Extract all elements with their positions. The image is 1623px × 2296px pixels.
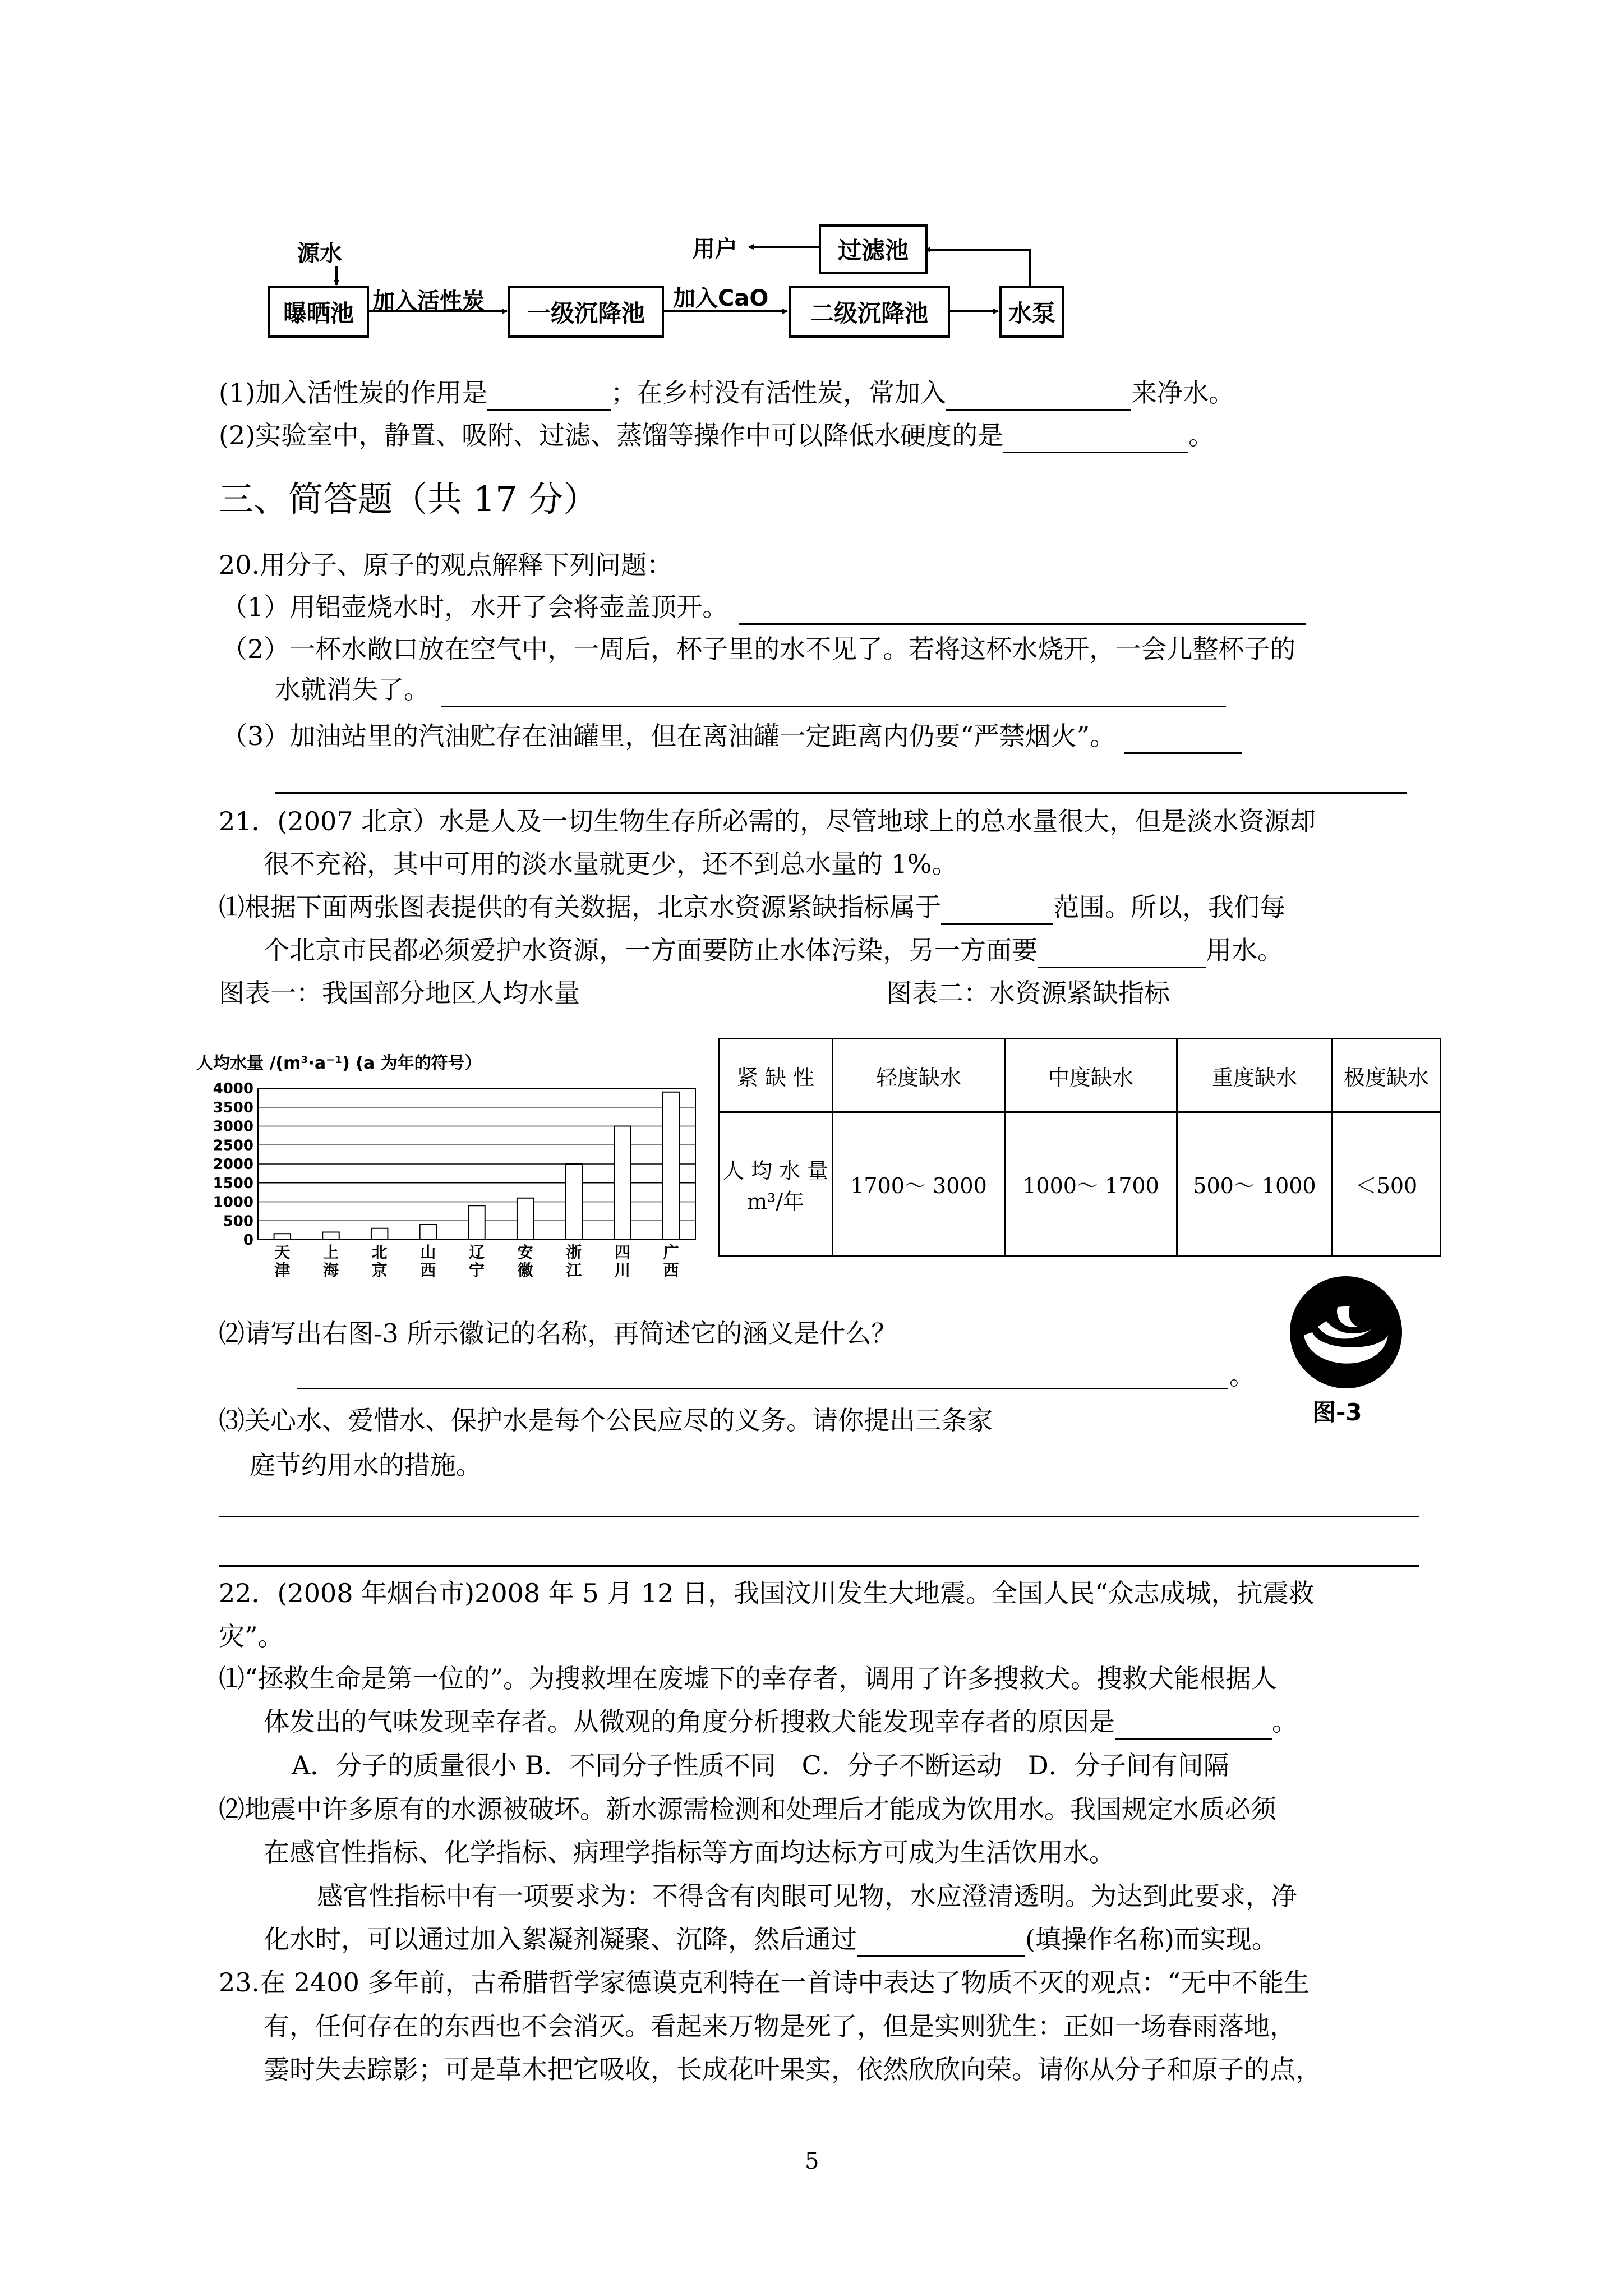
q21-blank-1[interactable] [941, 894, 1053, 925]
header-cell: 重度缺水 [1177, 1039, 1332, 1112]
x-tick-label: 徽 [517, 1261, 533, 1280]
chart-title: 人均水量 /(m³·a⁻¹) (a 为年的符号） [196, 1053, 482, 1073]
q23-line2: 有，任何存在的东西也不会消灭。看起来万物是死了，但是实则犹生：正如一场春雨落地， [264, 2011, 1295, 2041]
q20-part1: （1）用铝壶烧水时，水开了会将壶盖顶开。 [222, 589, 1306, 625]
q21-answer-line-2[interactable] [219, 1565, 1419, 1567]
q21-part2: ⑵请写出右图-3 所示徽记的名称，再简述它的涵义是什么？ [219, 1318, 897, 1349]
page-number: 5 [805, 2148, 819, 2174]
q21-part3-line1: ⑶关心水、爱惜水、保护水是每个公民应尽的义务。请你提出三条家 [219, 1405, 993, 1435]
bar [517, 1198, 533, 1240]
y-tick-label: 3500 [213, 1099, 253, 1116]
x-tick-label: 西 [420, 1261, 436, 1280]
filter-pool-box: 过滤池 [819, 224, 928, 274]
chart2-caption: 图表二：水资源紧缺指标 [886, 978, 1170, 1008]
settle-pool-2-box: 二级沉降池 [789, 286, 950, 338]
q21-answer-line-1[interactable] [219, 1516, 1419, 1517]
q20-blank-3a[interactable] [1124, 723, 1242, 754]
q22-part2-line2: 在感官性指标、化学指标、病理学指标等方面均达标方可成为生活饮用水。 [264, 1837, 1115, 1867]
add-cao-label: 加入CaO [673, 286, 769, 311]
user-label: 用户 [693, 236, 737, 262]
x-tick-label: 天 [274, 1243, 291, 1262]
q22-blank-2[interactable] [857, 1926, 1025, 1957]
header-cell: 极度缺水 [1332, 1039, 1440, 1112]
q20-part3: （3）加油站里的汽油贮存在油罐里，但在离油罐一定距离内仍要“严禁烟火”。 [222, 718, 1242, 754]
table-cell: ＜500 [1332, 1112, 1440, 1256]
x-tick-label: 津 [274, 1261, 291, 1280]
q21-part1-line2: 个北京市民都必须爱护水资源，一方面要防止水体污染，另一方面要 用水。 [264, 932, 1283, 968]
q22-options: A．分子的质量很小 B．不同分子性质不同 C．分子不断运动 D．分子间有间隔 [292, 1750, 1229, 1780]
pump-box: 水泵 [999, 286, 1064, 338]
table-cell: 500～ 1000 [1177, 1112, 1332, 1256]
x-tick-label: 四 [614, 1243, 631, 1262]
y-tick-label: 4000 [213, 1080, 253, 1097]
bar [566, 1164, 582, 1240]
q23-line3: 霎时失去踪影；可是草木把它吸收，长成花叶果实，依然欣欣向荣。请你从分子和原子的点， [264, 2054, 1321, 2085]
header-cell: 轻度缺水 [833, 1039, 1005, 1112]
x-tick-label: 安 [517, 1243, 533, 1262]
row-label-cell: 人 均 水 量 m³/年 [719, 1112, 833, 1256]
bar [663, 1092, 679, 1240]
x-tick-label: 辽 [468, 1243, 485, 1262]
q22-blank-1[interactable] [1115, 1709, 1272, 1740]
bar [614, 1126, 630, 1240]
q21-part1-line1: ⑴根据下面两张图表提供的有关数据，北京水资源紧缺指标属于 范围。所以，我们每 [219, 889, 1285, 925]
q19-part2: (2)实验室中，静置、吸附、过滤、蒸馏等操作中可以降低水硬度的是 。 [219, 417, 1214, 453]
y-tick-label: 1000 [213, 1194, 253, 1211]
y-tick-label: 500 [223, 1213, 253, 1230]
q19-blank-3[interactable] [1003, 422, 1188, 453]
x-tick-label: 广 [663, 1243, 679, 1262]
q23-line1: 23.在 2400 多年前，古希腊哲学家德谟克利特在一首诗中表达了物质不灭的观点：“无中不能生 [219, 1967, 1310, 1998]
q22-part1-line1: ⑴“拯救生命是第一位的”。为搜救埋在废墟下的幸存者，调用了许多搜救犬。搜救犬能根据人 [219, 1663, 1278, 1694]
x-tick-label: 川 [614, 1261, 631, 1280]
x-tick-label: 西 [663, 1261, 679, 1280]
q22-part2-line1: ⑵地震中许多原有的水源被破坏。新水源需检测和处理后才能成为饮用水。我国规定水质必须 [219, 1794, 1276, 1824]
section-3-heading: 三、简答题（共 17 分） [219, 478, 598, 519]
q20-stem: 20.用分子、原子的观点解释下列问题： [219, 550, 673, 580]
x-tick-label: 北 [371, 1243, 388, 1262]
y-tick-label: 0 [243, 1232, 253, 1249]
water-shortage-table [718, 1038, 1441, 1257]
water-saving-emblem-icon [1287, 1273, 1405, 1391]
bar [274, 1234, 291, 1240]
x-tick-label: 浙 [566, 1243, 582, 1262]
q22-part1-line2: 体发出的气味发现幸存者。从微观的角度分析搜救犬能发现幸存者的原因是 。 [264, 1704, 1298, 1740]
header-cell: 中度缺水 [1005, 1039, 1177, 1112]
y-tick-label: 3000 [213, 1118, 253, 1135]
bar [420, 1225, 436, 1240]
table-cell: 1700～ 3000 [833, 1112, 1005, 1256]
y-tick-label: 2000 [213, 1156, 253, 1173]
q21-line1: 21．(2007 北京）水是人及一切生物生存所必需的，尽管地球上的总水量很大，但是淡水资源却 [219, 806, 1316, 836]
settle-pool-1-box: 一级沉降池 [508, 286, 664, 338]
bar [468, 1205, 485, 1240]
x-tick-label: 江 [566, 1261, 582, 1280]
q20-part2-line1: （2）一杯水敞口放在空气中，一周后，杯子里的水不见了。若将这杯水烧开，一会儿整杯子的 [222, 634, 1296, 664]
x-tick-label: 宁 [468, 1261, 485, 1280]
q20-blank-1[interactable] [739, 594, 1306, 625]
header-cell: 紧 缺 性 [719, 1039, 833, 1112]
q21-blank-2[interactable] [1038, 937, 1206, 968]
y-tick-label: 1500 [213, 1175, 253, 1192]
q20-blank-3b[interactable] [275, 792, 1407, 794]
q21-line2: 很不充裕，其中可用的淡水量就更少，还不到总水量的 1%。 [264, 849, 958, 879]
q21-part3-line2: 庭节约用水的措施。 [250, 1450, 482, 1480]
y-tick-label: 2500 [213, 1137, 253, 1154]
q21-part2-end: 。 [1229, 1360, 1255, 1391]
q22-part2-line3: 感官性指标中有一项要求为：不得含有肉眼可见物，水应澄清透明。为达到此要求，净 [317, 1881, 1297, 1911]
q22-line2: 灾”。 [219, 1621, 284, 1651]
source-water-label: 源水 [297, 241, 342, 266]
x-tick-label: 上 [322, 1243, 339, 1262]
x-tick-label: 山 [420, 1243, 436, 1262]
x-tick-label: 海 [322, 1261, 339, 1280]
x-tick-label: 京 [371, 1261, 388, 1280]
fig3-label: 图-3 [1312, 1398, 1362, 1426]
bar [322, 1232, 339, 1240]
sun-pool-box: 曝晒池 [268, 286, 369, 338]
chart1-caption: 图表一：我国部分地区人均水量 [219, 978, 580, 1008]
table-cell: 1000～ 1700 [1005, 1112, 1177, 1256]
bar [371, 1228, 388, 1240]
q19-blank-1[interactable] [487, 380, 611, 411]
q19-blank-2[interactable] [946, 380, 1131, 411]
q22-line1: 22．(2008 年烟台市)2008 年 5 月 12 日，我国汶川发生大地震。全国人民“众志成城，抗震救 [219, 1578, 1315, 1608]
q20-part2-line2: 水就消失了。 [275, 671, 1226, 707]
q22-part2-line4: 化水时，可以通过加入絮凝剂凝聚、沉降，然后通过 (填操作名称)而实现。 [264, 1921, 1278, 1957]
q20-blank-2[interactable] [441, 677, 1226, 707]
q21-blank-3[interactable] [297, 1388, 1228, 1389]
q19-part1: (1)加入活性炭的作用是 ；在乡村没有活性炭，常加入 来净水。 [219, 375, 1234, 411]
per-capita-water-bar-chart [185, 1071, 707, 1296]
add-carbon-label: 加入活性炭 [372, 288, 485, 314]
table-row [719, 1112, 1441, 1256]
table-header-row [719, 1039, 1441, 1112]
